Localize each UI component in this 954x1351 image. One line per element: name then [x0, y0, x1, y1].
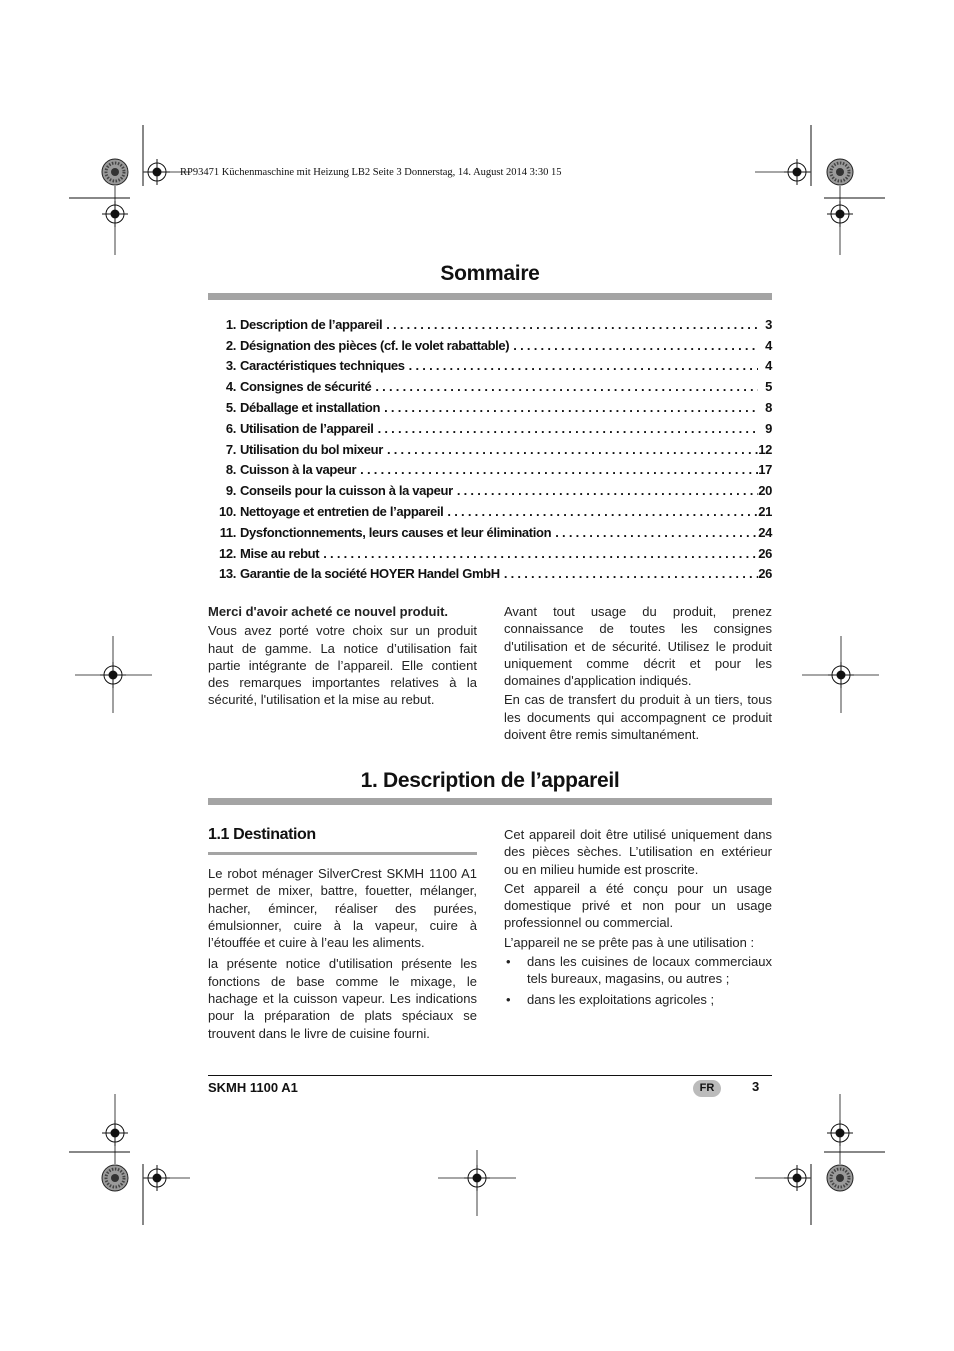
toc-number: 9. — [225, 483, 236, 499]
toc-number: 4. — [225, 379, 236, 395]
toc-page: 26 — [758, 545, 772, 561]
toc-label: Consignes de sécurité — [240, 379, 372, 395]
toc-number: 12. — [218, 545, 236, 561]
toc-leader — [405, 358, 758, 373]
toc-leader — [319, 546, 758, 561]
toc-page: 17 — [758, 462, 772, 478]
toc-number: 5. — [225, 399, 236, 415]
toc-entry[interactable] — [208, 394, 772, 415]
intro-paragraph: Vous avez porté votre choix sur un produit haut de gamme. La notice d’utilisation fait partie intégrante de l’appareil. Elle contient des remarques importantes relatives à la sécurité, l'utilisation et la mise au rebut. — [208, 623, 477, 708]
toc-entry[interactable] — [208, 561, 772, 582]
toc-entry[interactable] — [208, 373, 772, 394]
toc-number: 6. — [225, 420, 236, 436]
intro-paragraph: En cas de transfert du produit à un tiers, tous les documents qui accompagnent ce produit doivent être remis simultanément. — [504, 692, 772, 743]
section-title: 1. Description de l’appareil — [360, 769, 620, 792]
toc-entry[interactable] — [208, 353, 772, 374]
bullet-list — [504, 953, 772, 1008]
toc-leader — [509, 338, 758, 353]
toc-page: 9 — [765, 420, 772, 436]
intro-left-column — [208, 603, 477, 711]
toc-leader — [500, 566, 758, 581]
subsection-title: 1.1 Destination — [208, 826, 316, 843]
toc-label: Description de l’appareil — [240, 316, 383, 332]
toc-leader — [382, 317, 758, 332]
toc-leader — [383, 442, 758, 457]
section-rule — [208, 798, 772, 805]
toc-label: Utilisation du bol mixeur — [240, 441, 383, 457]
toc-page: 4 — [765, 358, 772, 374]
registration-mark-icon — [827, 1165, 853, 1191]
toc-leader — [371, 379, 758, 394]
list-item: • dans les exploitations agricoles ; — [527, 991, 772, 1008]
intro-lead: Merci d'avoir acheté ce nouvel produit. — [208, 604, 449, 619]
toc-number: 3. — [225, 358, 236, 374]
toc-leader — [453, 483, 758, 498]
body-paragraph: Cet appareil doit être utilisé uniquement dans des pièces sèches. L’utilisation en extérieur ou en milieu humide est proscrite. — [504, 827, 772, 877]
language-badge: FR — [693, 1080, 721, 1097]
footer-model: SKMH 1100 A1 — [208, 1080, 298, 1095]
toc-page: 20 — [758, 483, 772, 499]
toc-page: 3 — [765, 316, 772, 332]
toc-number: 1. — [225, 316, 236, 332]
intro-paragraph: Avant tout usage du produit, prenez connaissance de toutes les consignes d'utilisation et de sécurité. Utilisez le produit uniquement comme décrit et pour les domaines d'application indiqués. — [504, 604, 772, 689]
section-right-column — [504, 826, 772, 1011]
toc-label: Cuisson à la vapeur — [240, 462, 357, 478]
toc-page: 8 — [765, 399, 772, 415]
toc-number: 2. — [225, 337, 236, 353]
toc-label: Nettoyage et entretien de l’appareil — [240, 503, 444, 519]
toc-label: Utilisation de l’appareil — [240, 420, 374, 436]
toc-entry[interactable] — [208, 415, 772, 436]
toc-number: 11. — [219, 524, 236, 540]
toc-page: 24 — [758, 524, 772, 540]
registration-mark-icon — [102, 159, 128, 185]
toc-number: 10. — [218, 503, 236, 519]
subsection-rule — [208, 852, 477, 855]
toc-label: Déballage et installation — [240, 399, 381, 415]
toc-page: 4 — [765, 337, 772, 353]
footer-rule — [208, 1075, 772, 1076]
toc-label: Mise au rebut — [240, 545, 320, 561]
section-left-column — [208, 865, 477, 1044]
toc-leader — [380, 400, 758, 415]
body-paragraph: L’appareil ne se prête pas à une utilisation : — [504, 934, 755, 950]
toc-label: Désignation des pièces (cf. le volet rabattable) — [240, 337, 510, 353]
body-paragraph: Le robot ménager SilverCrest SKMH 1100 A1 permet de mixer, battre, fouetter, mélanger, hacher, émincer, réaliser des purées, émulsionner, cuire à la vapeur, cuire à l’étouffée et cuire à l’eau les aliments. — [208, 866, 477, 951]
toc-entry[interactable] — [208, 477, 772, 498]
registration-mark-icon — [102, 1165, 128, 1191]
registration-mark-icon — [827, 159, 853, 185]
title-rule — [208, 293, 772, 300]
print-slug-line: RP93471 Küchenmaschine mit Heizung LB2 Seite 3 Donnerstag, 14. August 2014 3:30 15 — [180, 167, 562, 178]
toc-page: 5 — [765, 379, 772, 395]
toc-leader — [374, 421, 758, 436]
toc-entry[interactable] — [208, 457, 772, 478]
toc-leader — [551, 525, 758, 540]
table-of-contents — [208, 311, 772, 581]
toc-page: 26 — [758, 566, 772, 582]
toc-leader — [356, 462, 758, 477]
toc-label: Dysfonctionnements, leurs causes et leur élimination — [240, 524, 552, 540]
toc-entry[interactable] — [208, 436, 772, 457]
toc-label: Garantie de la société HOYER Handel GmbH — [240, 566, 500, 582]
list-item: • dans les cuisines de locaux commerciaux tels bureaux, magasins, ou autres ; — [527, 953, 772, 988]
toc-page: 21 — [758, 503, 772, 519]
toc-entry[interactable] — [208, 332, 772, 353]
toc-entry[interactable] — [208, 519, 772, 540]
toc-page: 12 — [758, 441, 772, 457]
toc-label: Conseils pour la cuisson à la vapeur — [240, 483, 453, 499]
page-number: 3 — [752, 1079, 760, 1094]
toc-title: Sommaire — [440, 262, 540, 285]
toc-leader — [443, 504, 758, 519]
toc-label: Caractéristiques techniques — [240, 358, 405, 374]
toc-number: 8. — [225, 462, 236, 478]
toc-entry[interactable] — [208, 498, 772, 519]
toc-number: 7. — [225, 441, 236, 457]
toc-entry[interactable] — [208, 540, 772, 561]
body-paragraph: Cet appareil a été conçu pour un usage domestique privé et non pour un usage professionnel ou commercial. — [504, 880, 772, 931]
toc-number: 13. — [218, 566, 236, 582]
body-paragraph: la présente notice d'utilisation présente les fonctions de base comme le mixage, le hachage et la cuisson vapeur. Les indications pour la préparation de plats spéciaux se trouvent dans le livre de cuisine fourni. — [208, 956, 477, 1041]
intro-right-column — [504, 603, 772, 745]
toc-entry[interactable] — [208, 311, 772, 332]
